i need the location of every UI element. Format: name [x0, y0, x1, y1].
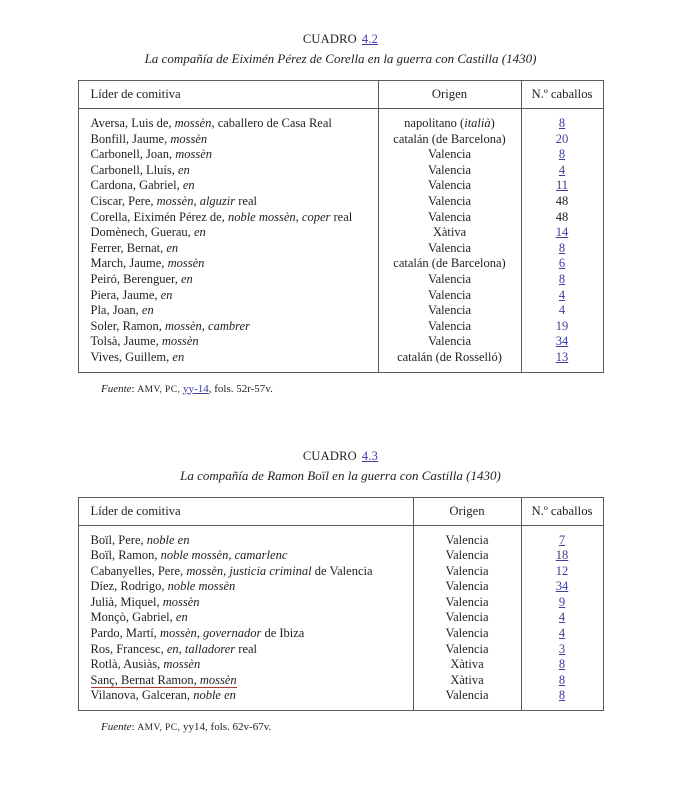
text-run: italià — [464, 116, 491, 130]
text-run: mossèn — [199, 672, 237, 687]
origin-cell — [378, 194, 521, 210]
horses-cell — [521, 626, 603, 642]
source-link[interactable]: yy-14 — [183, 382, 209, 395]
horse-count-link[interactable]: 8 — [558, 240, 566, 255]
text-run: Valencia — [427, 147, 472, 162]
leader-cell — [78, 132, 378, 148]
leader-cell — [78, 178, 378, 194]
horses-cell — [521, 657, 603, 673]
horse-count-link[interactable]: 3 — [558, 641, 566, 656]
text-run: en — [160, 287, 173, 302]
text-run: Valencia — [427, 240, 472, 255]
origin-cell — [378, 319, 521, 335]
origin-cell — [378, 178, 521, 194]
horse-count-link[interactable]: 4 — [558, 303, 566, 318]
text-run: noble mossèn — [167, 579, 236, 594]
origin-cell — [413, 610, 521, 626]
text-run: Xàtiva — [450, 672, 484, 687]
text-run: Valencia — [445, 641, 489, 656]
text-run: Tolsà, Jaume, — [90, 334, 162, 349]
text-run: Valencia — [445, 579, 489, 594]
horse-count-link[interactable]: 9 — [558, 594, 566, 609]
table-row — [78, 210, 603, 226]
horse-count-link[interactable]: 11 — [555, 178, 569, 193]
horse-count-link[interactable]: 4 — [558, 610, 566, 625]
table-row — [78, 626, 603, 642]
leader-cell — [78, 334, 378, 350]
table-row — [78, 288, 603, 304]
horses-cell — [521, 210, 603, 226]
leader-cell — [78, 272, 378, 288]
source-note — [101, 720, 681, 736]
horses-cell — [521, 272, 603, 288]
horse-count-link[interactable]: 4 — [558, 287, 566, 302]
text-run: : — [131, 721, 138, 734]
table-row — [78, 610, 603, 626]
leader-cell — [78, 626, 413, 642]
origin-cell — [378, 147, 521, 163]
column-header-leader: Líder de comitiva — [78, 81, 378, 109]
horses-cell — [521, 673, 603, 689]
leader-cell — [78, 109, 378, 132]
table-row — [78, 657, 603, 673]
horse-count-link[interactable]: 8 — [558, 657, 566, 672]
text-run: Boïl, Ramon, — [90, 548, 161, 563]
table-row — [78, 132, 603, 148]
table-block-cuadro-4-3 — [0, 398, 681, 737]
text-run: Valencia — [427, 209, 472, 224]
horses-cell — [521, 319, 603, 335]
table-row — [78, 334, 603, 350]
data-table — [78, 80, 604, 373]
origin-cell — [378, 210, 521, 226]
leader-cell — [78, 225, 378, 241]
horses-cell — [521, 610, 603, 626]
origin-cell — [413, 642, 521, 658]
leader-cell — [78, 210, 378, 226]
text-run: mossèn — [167, 256, 205, 271]
leader-cell — [78, 147, 378, 163]
horse-count-link[interactable]: 6 — [558, 256, 566, 271]
table-row — [78, 595, 603, 611]
horses-cell — [521, 525, 603, 548]
text-run: Vives, Guillem, — [90, 349, 173, 364]
text-run: Corella, Eiximén Pérez de, — [90, 209, 228, 224]
table-row — [78, 272, 603, 288]
text-run: Fuente — [101, 721, 132, 734]
leader-cell — [78, 642, 413, 658]
table-row — [78, 350, 603, 372]
text-run: Aversa, Luis de, — [90, 116, 175, 130]
horses-cell — [521, 288, 603, 304]
text-run: March, Jaume, — [90, 256, 168, 271]
origin-cell — [378, 241, 521, 257]
horses-cell — [521, 147, 603, 163]
column-header-origin: Origen — [413, 497, 521, 525]
text-run: mossèn — [170, 131, 208, 146]
horses-cell — [521, 241, 603, 257]
origin-cell — [413, 673, 521, 689]
text-run: en — [141, 303, 154, 318]
horses-cell — [521, 194, 603, 210]
origin-cell — [378, 288, 521, 304]
text-run: Pla, Joan, — [90, 303, 142, 318]
text-run: en — [175, 610, 188, 625]
text-run: AMV, PC, — [137, 723, 184, 734]
table-row — [78, 147, 603, 163]
source-note — [101, 382, 681, 398]
text-run: , fols. 52r-57v. — [208, 382, 273, 395]
table-caption — [0, 0, 681, 47]
table-subtitle: La compañía de Ramon Boïl en la guerra con Castilla (1430) — [180, 467, 501, 483]
horses-cell — [521, 579, 603, 595]
leader-cell — [78, 256, 378, 272]
table-row — [78, 319, 603, 335]
text-run: real — [330, 209, 353, 224]
caption-number-link[interactable]: 4.2 — [361, 32, 379, 46]
text-run: , caballero de Casa Real — [211, 116, 332, 130]
leader-cell — [78, 288, 378, 304]
text-run: Valencia — [445, 548, 489, 563]
text-run: Rotlà, Ausiàs, — [90, 657, 164, 672]
origin-cell — [378, 132, 521, 148]
horse-count-link[interactable]: 7 — [558, 532, 566, 547]
text-run: Pardo, Martí, — [90, 626, 160, 641]
text-run: Domènech, Guerau, — [90, 225, 194, 240]
text-run: Vilanova, Galceran, — [90, 688, 194, 703]
horses-cell — [521, 132, 603, 148]
leader-cell — [78, 657, 413, 673]
text-run: Valencia — [445, 626, 489, 641]
text-run: Valencia — [427, 334, 472, 349]
table-row — [78, 109, 603, 132]
origin-cell — [378, 225, 521, 241]
text-run: noble mossèn, camarlenc — [160, 548, 288, 563]
text-run: Monçò, Gabriel, — [90, 610, 176, 625]
text-run: ) — [490, 116, 495, 130]
text-run: Valencia — [445, 594, 489, 609]
text-run: en — [178, 162, 190, 177]
horse-count-link[interactable]: 8 — [558, 688, 566, 703]
leader-cell — [78, 688, 413, 710]
origin-cell — [413, 525, 521, 548]
column-header-leader: Líder de comitiva — [78, 497, 413, 525]
text-run: catalán (de Barcelona) — [393, 256, 506, 271]
origin-cell — [378, 334, 521, 350]
data-table — [78, 497, 604, 712]
text-run: Cabanyelles, Pere, — [90, 563, 187, 578]
text-run: mossèn — [162, 594, 200, 609]
origin-cell — [378, 256, 521, 272]
horses-cell — [521, 564, 603, 580]
text-run: mossèn — [174, 116, 212, 130]
origin-cell — [378, 272, 521, 288]
horse-count-link[interactable]: 14 — [555, 225, 569, 240]
table-row — [78, 548, 603, 564]
table-block-cuadro-4-2 — [0, 0, 681, 398]
horses-cell — [521, 303, 603, 319]
text-run: Valencia — [427, 162, 472, 177]
text-run: Bonfill, Jaume, — [90, 131, 171, 146]
leader-cell — [78, 673, 413, 689]
text-run: Boïl, Pere, — [90, 532, 147, 547]
text-run: mossèn — [163, 657, 201, 672]
horse-count-link[interactable]: 20 — [555, 131, 569, 146]
text-run: Valencia — [427, 193, 472, 208]
caption-label: CUADRO — [302, 32, 357, 46]
origin-cell — [378, 303, 521, 319]
text-run: Valencia — [427, 287, 472, 302]
horse-count-link[interactable]: 34 — [555, 579, 569, 594]
horses-cell — [521, 334, 603, 350]
origin-cell — [413, 595, 521, 611]
text-run: napolitano ( — [404, 116, 465, 130]
horse-count-link[interactable]: 8 — [558, 672, 566, 687]
leader-cell — [78, 564, 413, 580]
table-row — [78, 579, 603, 595]
text-run: Valencia — [445, 688, 489, 703]
horse-count-link[interactable]: 13 — [555, 349, 569, 364]
table-row — [78, 256, 603, 272]
red-underline-annotation — [91, 673, 237, 688]
horses-cell — [521, 178, 603, 194]
leader-cell — [78, 579, 413, 595]
text-run: Valencia — [427, 178, 472, 193]
horses-cell — [521, 548, 603, 564]
text-run: Valencia — [445, 563, 489, 578]
text-run: en — [172, 349, 185, 364]
text-run: Xàtiva — [432, 225, 467, 240]
table-row — [78, 564, 603, 580]
horse-count-link[interactable]: 4 — [558, 626, 566, 641]
horses-cell — [521, 225, 603, 241]
table-row — [78, 241, 603, 257]
text-run: Valencia — [427, 318, 472, 333]
text-run: Sanç, Bernat Ramon, — [90, 672, 200, 687]
text-run: en — [180, 271, 193, 286]
text-run: catalán (de Barcelona) — [393, 131, 506, 146]
horses-cell — [521, 595, 603, 611]
text-run: Valencia — [445, 532, 489, 547]
leader-cell — [78, 610, 413, 626]
text-run: catalán (de Rosselló) — [397, 349, 502, 364]
origin-cell — [413, 657, 521, 673]
text-run: yy14, fols. 62v-67v. — [183, 721, 272, 734]
text-run: noble en — [193, 688, 236, 703]
text-run: Piera, Jaume, — [90, 287, 161, 302]
horses-cell — [521, 109, 603, 132]
text-run: mossèn, alguzir — [156, 193, 236, 208]
header-row — [78, 497, 603, 525]
text-run: en — [193, 225, 206, 240]
origin-cell — [413, 626, 521, 642]
horse-count-link[interactable]: 8 — [558, 147, 566, 162]
text-run: Xàtiva — [450, 657, 484, 672]
text-run: mossèn, cambrer — [165, 318, 250, 333]
leader-cell — [78, 548, 413, 564]
horses-cell — [521, 350, 603, 372]
text-run: en — [182, 178, 195, 193]
horse-count-link[interactable]: 19 — [555, 318, 569, 333]
column-header-origin: Origen — [378, 81, 521, 109]
horse-count-link[interactable]: 12 — [555, 563, 569, 578]
horse-count-link[interactable]: 18 — [555, 548, 569, 563]
text-run: Valencia — [427, 303, 472, 318]
text-run: AMV, PC, — [137, 384, 184, 395]
table-row — [78, 303, 603, 319]
leader-cell — [78, 525, 413, 548]
text-run: de Valencia — [311, 563, 373, 578]
text-run: mossèn — [175, 147, 213, 162]
text-run: mossèn, justicia criminal — [186, 563, 312, 578]
horse-count-link[interactable]: 34 — [555, 334, 569, 349]
caption-label: CUADRO — [302, 448, 357, 463]
text-run: Valencia — [427, 271, 472, 286]
horse-count-link[interactable]: 8 — [558, 116, 566, 130]
table-row — [78, 225, 603, 241]
column-header-horses: N.º caballos — [521, 81, 603, 109]
text-run: Fuente — [101, 382, 132, 395]
table-row — [78, 673, 603, 689]
table-row — [78, 194, 603, 210]
leader-cell — [78, 194, 378, 210]
text-run: noble mossèn, coper — [227, 209, 331, 224]
text-run: Ferrer, Bernat, — [90, 240, 167, 255]
origin-cell — [413, 564, 521, 580]
leader-cell — [78, 163, 378, 179]
table-row — [78, 642, 603, 658]
text-run: real — [235, 641, 258, 656]
text-run: Soler, Ramon, — [90, 318, 165, 333]
column-header-horses: N.º caballos — [521, 497, 603, 525]
origin-cell — [413, 579, 521, 595]
text-run: Díez, Rodrigo, — [90, 579, 168, 594]
origin-cell — [413, 688, 521, 710]
horse-count-link[interactable]: 4 — [558, 162, 566, 177]
header-row — [78, 81, 603, 109]
table-row — [78, 163, 603, 179]
horse-count: 48 — [555, 193, 569, 208]
text-run: Cardona, Gabriel, — [90, 178, 183, 193]
text-run: Julià, Miquel, — [90, 594, 163, 609]
text-run: Ciscar, Pere, — [90, 193, 157, 208]
text-run: en — [166, 240, 179, 255]
table-row — [78, 525, 603, 548]
horse-count-link[interactable]: 8 — [558, 271, 566, 286]
table-caption — [0, 398, 681, 464]
text-run: de Ibiza — [261, 626, 305, 641]
text-run: real — [235, 193, 257, 208]
text-run: Peiró, Berenguer, — [90, 271, 181, 286]
origin-cell — [378, 163, 521, 179]
horses-cell — [521, 163, 603, 179]
table-row — [78, 688, 603, 710]
text-run: en, talladorer — [166, 641, 236, 656]
leader-cell — [78, 241, 378, 257]
text-run: noble en — [146, 532, 190, 547]
horse-count: 48 — [555, 209, 569, 224]
text-run: Ros, Francesc, — [90, 641, 167, 656]
text-run: mossèn, governador — [159, 626, 262, 641]
leader-cell — [78, 303, 378, 319]
leader-cell — [78, 595, 413, 611]
text-run: : — [131, 382, 138, 395]
origin-cell — [378, 109, 521, 132]
horses-cell — [521, 688, 603, 710]
text-run: Carbonell, Lluís, — [90, 162, 178, 177]
leader-cell — [78, 319, 378, 335]
caption-number-link[interactable]: 4.3 — [361, 448, 379, 463]
horses-cell — [521, 256, 603, 272]
text-run: Carbonell, Joan, — [90, 147, 176, 162]
origin-cell — [378, 350, 521, 372]
text-run: Valencia — [445, 610, 489, 625]
table-row — [78, 178, 603, 194]
text-run: mossèn — [161, 334, 199, 349]
table-subtitle: La compañía de Eiximén Pérez de Corella en la guerra con Castilla (1430) — [144, 51, 537, 66]
horses-cell — [521, 642, 603, 658]
leader-cell — [78, 350, 378, 372]
origin-cell — [413, 548, 521, 564]
